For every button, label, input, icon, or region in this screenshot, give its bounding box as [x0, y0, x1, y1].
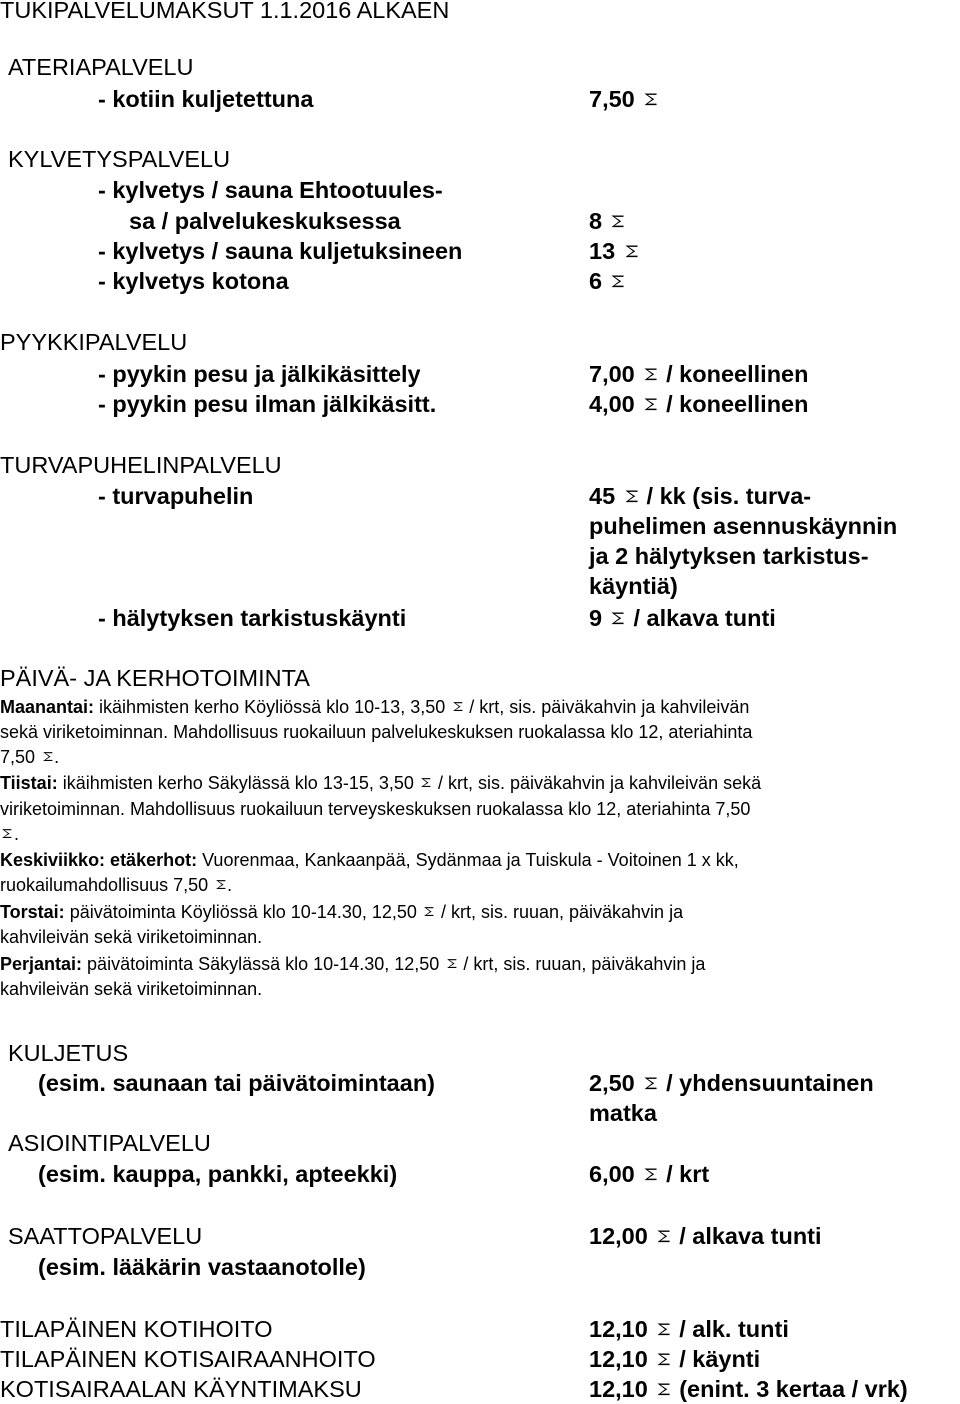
turva-item2-label: - hälytyksen tarkistuskäynti [98, 605, 407, 631]
euro-sign-icon [656, 1352, 671, 1367]
tilapainen-kotisairaanhoito-label: TILAPÄINEN KOTISAIRAANHOITO [0, 1346, 376, 1372]
kuljetus-price: 2,50 / yhdensuuntainen [589, 1070, 874, 1096]
turva-item1-note: käyntiä) [589, 573, 678, 599]
paiva-line: viriketoiminnan. Mahdollisuus ruokailuun terveyskeskuksen ruokalassa klo 12, ateriahinta 7,50 [0, 799, 751, 819]
pyykki-item2-label: - pyykin pesu ilman jälkikäsitt. [98, 391, 437, 417]
kylvetys-item1-price: 8 [589, 206, 627, 236]
euro-sign-icon [215, 879, 226, 890]
tilapainen-kotihoito-label: TILAPÄINEN KOTIHOITO [0, 1316, 273, 1342]
turva-item1-price: 45 / kk (sis. turva- [589, 483, 812, 509]
ateria-title: ATERIAPALVELU [8, 54, 194, 80]
ateria-item-price: 7,50 [589, 84, 660, 114]
turva-item1-note: puhelimen asennuskäynnin [589, 513, 898, 539]
euro-sign-icon [452, 701, 463, 712]
asiointi-sub: (esim. kauppa, pankki, apteekki) [38, 1161, 398, 1187]
paiva-line: Tiistai: ikäihmisten kerho Säkylässä klo 13-15, 3,50 / krt, sis. päiväkahvin ja kahvileivän sekä [0, 773, 762, 793]
kotisairaala-label: KOTISAIRAALAN KÄYNTIMAKSU [0, 1376, 362, 1402]
ateria-item-label: - kotiin kuljetettuna [98, 86, 314, 112]
turva-item1-note: ja 2 hälytyksen tarkistus- [589, 543, 869, 569]
paiva-title: PÄIVÄ- JA KERHOTOIMINTA [0, 665, 310, 691]
paiva-line: kahvileivän sekä viriketoiminnan. [0, 927, 263, 947]
pyykki-item1-price: 7,00 / koneellinen [589, 361, 809, 387]
euro-sign-icon [643, 92, 658, 107]
paiva-line: ruokailumahdollisuus 7,50 . [0, 875, 233, 895]
euro-sign-icon [423, 906, 434, 917]
turva-item1-label: - turvapuhelin [98, 483, 254, 509]
euro-sign-icon [656, 1382, 671, 1397]
euro-sign-icon [610, 611, 625, 626]
paiva-line: . [0, 822, 960, 847]
kylvetys-item2-label: - kylvetys / sauna kuljetuksineen [98, 238, 463, 264]
paiva-line: kahvileivän sekä viriketoiminnan. [0, 979, 263, 999]
tilapainen-kotihoito-price: 12,10 / alk. tunti [589, 1316, 789, 1342]
kylvetys-item1-label-a: - kylvetys / sauna Ehtootuules- [98, 177, 443, 203]
euro-sign-icon [420, 777, 431, 788]
euro-sign-icon [446, 958, 457, 969]
asiointi-price: 6,00 / krt [589, 1161, 710, 1187]
euro-sign-icon [624, 489, 639, 504]
pyykki-item2-price: 4,00 / koneellinen [589, 391, 809, 417]
euro-sign-icon [610, 274, 625, 289]
saatto-title: SAATTOPALVELU [8, 1223, 203, 1249]
paiva-line: Maanantai: ikäihmisten kerho Köyliössä klo 10-13, 3,50 / krt, sis. päiväkahvin ja kahvileivän [0, 697, 750, 717]
pyykki-title: PYYKKIPALVELU [0, 329, 188, 355]
kylvetys-item1-label-b: sa / palvelukeskuksessa [129, 208, 401, 234]
euro-sign-icon [643, 1076, 658, 1091]
paiva-line: sekä viriketoiminnan. Mahdollisuus ruokailuun palvelukeskuksen ruokalassa klo 12, ateriahinta [0, 722, 753, 742]
euro-sign-icon [610, 214, 625, 229]
euro-sign-icon [643, 367, 658, 382]
paiva-line: 7,50 . [0, 747, 60, 767]
kylvetys-item3-label: - kylvetys kotona [98, 268, 289, 294]
paiva-line: Perjantai: päivätoiminta Säkylässä klo 10-14.30, 12,50 / krt, sis. ruuan, päiväkahvin ja [0, 954, 706, 974]
turva-item2-price: 9 / alkava tunti [589, 605, 776, 631]
page-title: TUKIPALVELUMAKSUT 1.1.2016 ALKAEN [0, 0, 450, 23]
asiointi-title: ASIOINTIPALVELU [8, 1130, 211, 1156]
euro-sign-icon [42, 751, 53, 762]
kylvetys-item3-price: 6 [589, 266, 627, 296]
euro-sign-icon [643, 397, 658, 412]
euro-sign-icon [624, 244, 639, 259]
paiva-line: Keskiviikko: etäkerhot: Vuorenmaa, Kankaanpää, Sydänmaa ja Tuiskula - Voitoinen 1 x kk, [0, 850, 739, 870]
saatto-sub: (esim. lääkärin vastaanotolle) [38, 1254, 366, 1280]
pyykki-item1-label: - pyykin pesu ja jälkikäsittely [98, 361, 421, 387]
euro-sign-icon [656, 1229, 671, 1244]
kuljetus-title: KULJETUS [8, 1040, 129, 1066]
paiva-line: Torstai: päivätoiminta Köyliössä klo 10-14.30, 12,50 / krt, sis. ruuan, päiväkahvin ja [0, 902, 684, 922]
tilapainen-kotisairaanhoito-price: 12,10 / käynti [589, 1346, 761, 1372]
saatto-price: 12,00 / alkava tunti [589, 1223, 822, 1249]
kuljetus-sub: (esim. saunaan tai päivätoimintaan) [38, 1070, 435, 1096]
euro-sign-icon [1, 828, 12, 839]
kylvetys-item2-price: 13 [589, 236, 640, 266]
kylvetys-title: KYLVETYSPALVELU [8, 146, 231, 172]
kotisairaala-price: 12,10 (enint. 3 kertaa / vrk) [589, 1376, 908, 1402]
turva-title: TURVAPUHELINPALVELU [0, 452, 282, 478]
euro-sign-icon [643, 1167, 658, 1182]
euro-sign-icon [656, 1322, 671, 1337]
kuljetus-unit: matka [589, 1100, 657, 1126]
